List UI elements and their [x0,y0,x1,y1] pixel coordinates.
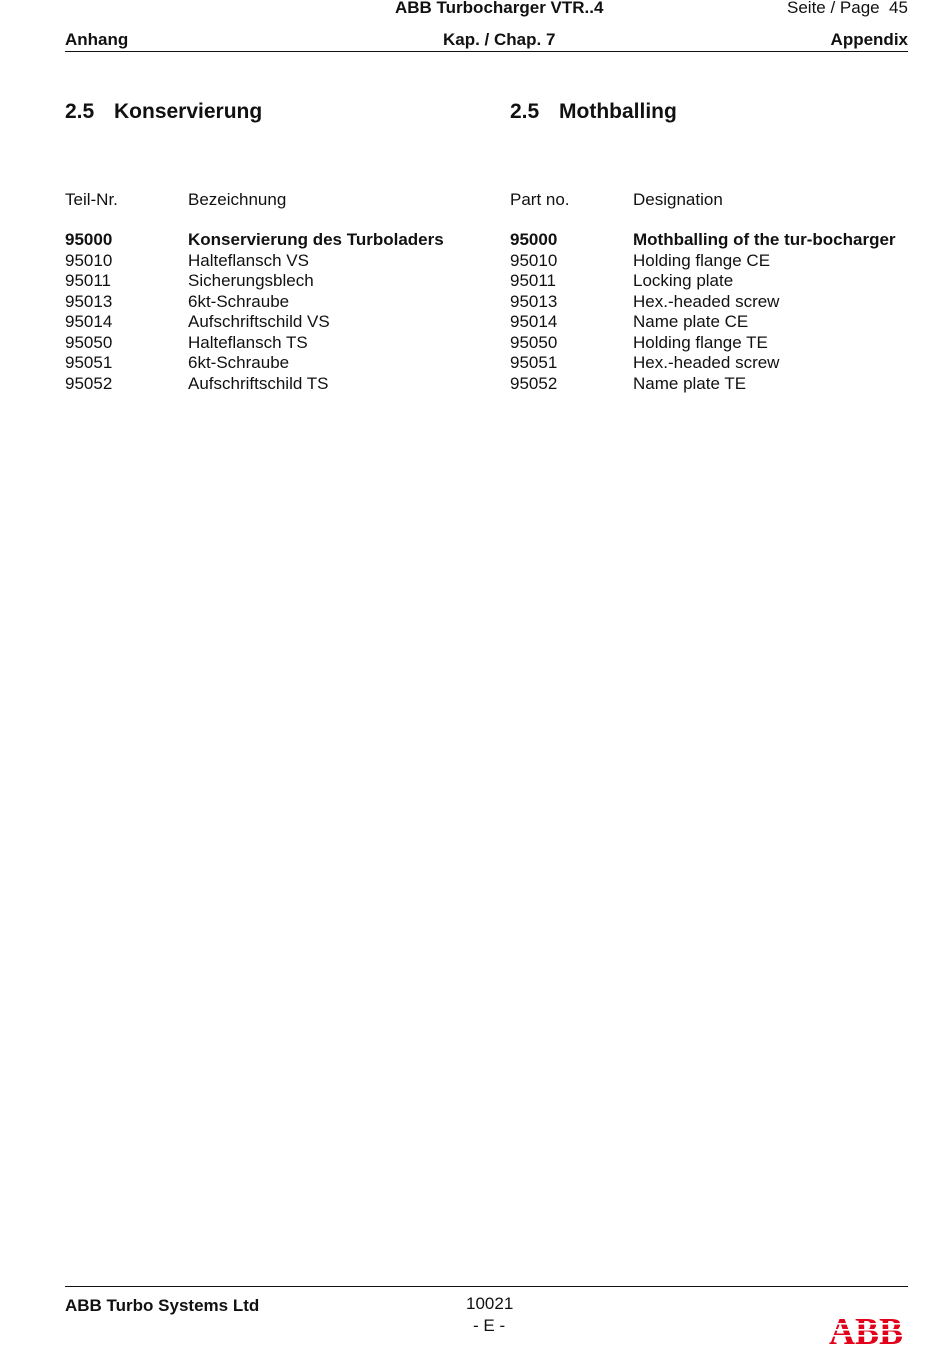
description-en: Mothballing of the tur-bocharger [633,230,896,249]
table-row [0,251,950,272]
header-right: Appendix [830,30,908,49]
parts-table [0,230,950,394]
abb-logo-icon [828,1313,904,1347]
description-en: Holding flange CE [633,250,771,270]
part-number-de: 95010 [65,250,113,270]
table-row [0,312,950,333]
footer-company: ABB Turbo Systems Ltd [65,1296,260,1315]
description-de: Halteflansch TS [188,332,308,352]
table-row [0,292,950,313]
part-number-en: 95051 [510,353,558,372]
part-number-de: 95000 [65,230,113,249]
part-number-de: 95050 [65,332,113,352]
table-row [0,374,950,395]
description-en: Hex.-headed screw [633,353,780,372]
column-header-part-en: Part no. [510,190,570,209]
table-row [0,271,950,292]
part-number-en: 95052 [510,373,558,393]
footer-rule [65,1286,908,1287]
part-number-en: 95000 [510,230,558,249]
section-number-en: 2.5 [510,100,540,123]
part-number-de: 95014 [65,312,113,331]
part-number-de: 95051 [65,353,113,372]
section-title-en: Mothballing [559,100,677,123]
page-label: Seite / Page [787,0,880,17]
part-number-de: 95011 [65,271,112,290]
section-title-de: Konservierung [114,100,263,123]
description-de: Aufschriftschild TS [188,373,329,393]
description-en: Hex.-headed screw [633,291,780,311]
description-de: 6kt-Schraube [188,353,290,372]
document-title: ABB Turbocharger VTR..4 [395,0,604,17]
column-header-part-de: Teil-Nr. [65,190,118,209]
section-number-de: 2.5 [65,100,95,123]
footer-doc-number: 10021 [466,1294,514,1313]
table-row [0,353,950,374]
header-left: Anhang [65,30,129,49]
description-de: Konservierung des Turboladers [188,230,444,249]
part-number-de: 95013 [65,291,113,311]
part-number-en: 95050 [510,332,558,352]
column-header-desc-en: Designation [633,190,723,209]
footer-language: - E - [473,1316,506,1335]
part-number-de: 95052 [65,373,113,393]
description-de: Sicherungsblech [188,271,314,290]
part-number-en: 95010 [510,250,558,270]
header-chapter: Kap. / Chap. 7 [443,30,556,49]
description-en: Holding flange TE [633,332,768,352]
column-header-desc-de: Bezeichnung [188,190,287,209]
part-number-en: 95013 [510,291,558,311]
description-de: 6kt-Schraube [188,291,290,311]
part-number-en: 95014 [510,312,558,331]
table-row [0,230,950,251]
description-en: Name plate TE [633,373,747,393]
description-de: Aufschriftschild VS [188,312,330,331]
description-de: Halteflansch VS [188,250,309,270]
part-number-en: 95011 [510,271,557,290]
description-en: Locking plate [633,271,734,290]
page-number: 45 [889,0,908,17]
table-row [0,333,950,354]
header-rule [65,51,908,52]
description-en: Name plate CE [633,312,749,331]
